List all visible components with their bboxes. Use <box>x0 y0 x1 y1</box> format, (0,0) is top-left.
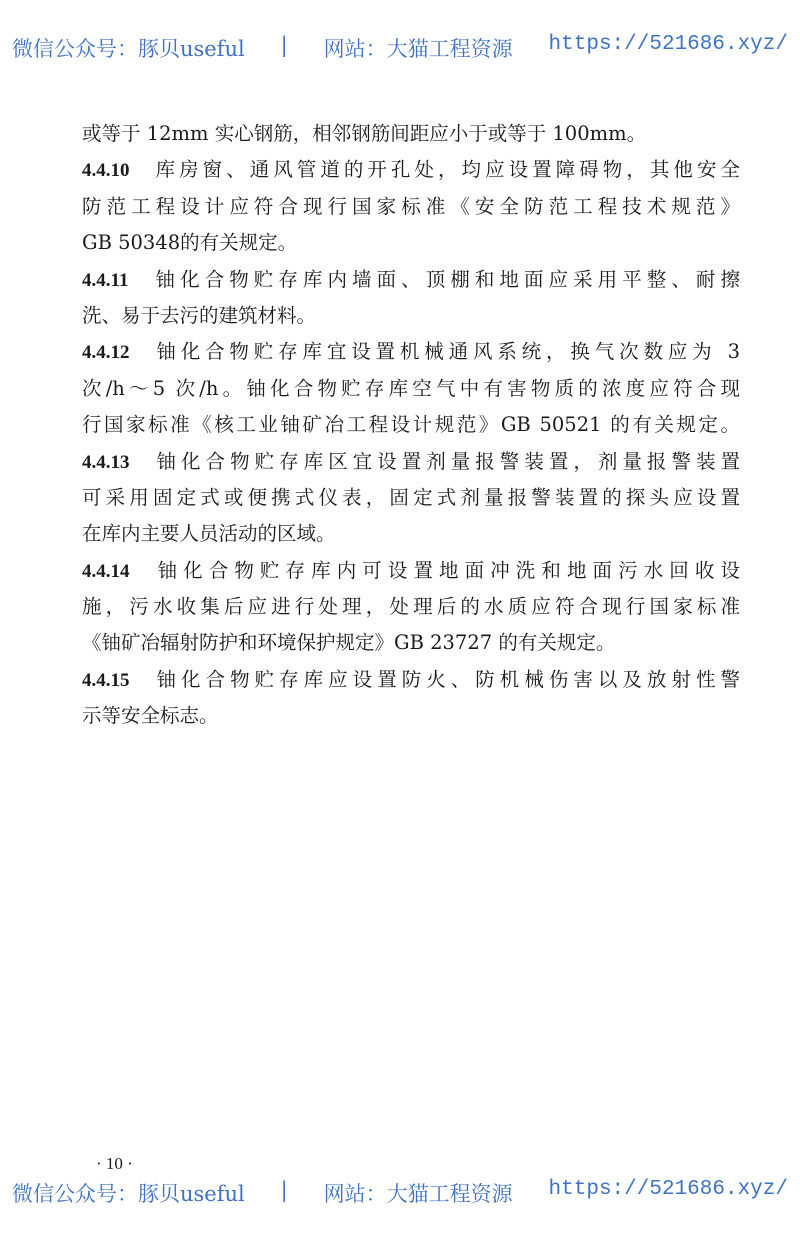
line-text: 库房窗、通风管道的开孔处，均应设置障碍物，其他安全 <box>151 158 740 182</box>
clause-line <box>82 334 740 370</box>
watermark-site-label: 网站：大猫工程资源 <box>323 1182 513 1206</box>
line-text: 铀化合物贮存库宜设置机械通风系统，换气次数应为 3 <box>151 340 740 364</box>
watermark-url: https://521686.xyz/ <box>548 33 788 56</box>
clause-line <box>82 662 740 698</box>
line-text: 铀化合物贮存库内可设置地面冲洗和地面污水回收设 <box>151 558 740 582</box>
text-line <box>82 371 740 407</box>
line-text: 洗、易于去污的建筑材料。 <box>82 303 317 327</box>
line-text: 铀化合物贮存库区宜设置剂量报警装置，剂量报警装置 <box>151 449 740 473</box>
text-line <box>82 589 740 625</box>
text-line <box>82 189 740 225</box>
text-line <box>82 298 740 334</box>
text-line <box>82 225 740 261</box>
clause-number: 4.4.13 <box>82 451 130 473</box>
text-line <box>82 625 740 661</box>
watermark-wechat: 微信公众号：豚贝useful <box>12 1182 245 1206</box>
watermark-header <box>12 33 788 63</box>
watermark-separator: | <box>280 1178 288 1202</box>
line-text: 或等于 12mm 实心钢筋，相邻钢筋间距应小于或等于 100mm。 <box>82 122 647 145</box>
clause-line <box>82 262 740 298</box>
watermark-separator: | <box>280 33 288 57</box>
watermark-footer <box>12 1178 788 1208</box>
text-line <box>82 407 740 443</box>
line-text: 次/h～5 次/h。铀化合物贮存库空气中有害物质的浓度应符合现 <box>82 376 740 400</box>
watermark-url: https://521686.xyz/ <box>548 1178 788 1201</box>
line-text: 防范工程设计应符合现行国家标准《安全防范工程技术规范》 <box>82 194 740 218</box>
clause-line <box>82 444 740 480</box>
watermark-site-label: 网站：大猫工程资源 <box>323 37 513 61</box>
clause-number: 4.4.12 <box>82 342 130 364</box>
clause-line <box>82 152 740 188</box>
line-text: 铀化合物贮存库内墙面、顶棚和地面应采用平整、耐擦 <box>150 267 740 291</box>
text-line <box>82 516 740 552</box>
text-line <box>82 698 740 734</box>
line-text: GB 50348的有关规定。 <box>82 231 298 255</box>
watermark-wechat: 微信公众号：豚贝useful <box>12 37 245 61</box>
line-text: 施，污水收集后应进行处理，处理后的水质应符合现行国家标准 <box>82 595 740 619</box>
page-number: · 10 · <box>96 1154 133 1173</box>
clause-number: 4.4.10 <box>82 160 130 182</box>
clause-line <box>82 553 740 589</box>
clause-number: 4.4.11 <box>82 269 129 291</box>
line-text: 《铀矿冶辐射防护和环境保护规定》GB 23727 的有关规定。 <box>82 631 616 655</box>
clause-number: 4.4.14 <box>82 560 130 582</box>
line-text: 铀化合物贮存库应设置防火、防机械伤害以及放射性警 <box>151 667 740 691</box>
text-line <box>82 480 740 516</box>
line-text: 示等安全标志。 <box>82 704 219 728</box>
clause-number: 4.4.15 <box>82 669 130 691</box>
line-text: 行国家标准《核工业铀矿冶工程设计规范》GB 50521 的有关规定。 <box>82 413 740 437</box>
document-body <box>82 116 740 735</box>
line-text: 可采用固定式或便携式仪表，固定式剂量报警装置的探头应设置 <box>82 485 740 509</box>
text-line <box>82 116 740 152</box>
line-text: 在库内主要人员活动的区域。 <box>82 522 336 546</box>
